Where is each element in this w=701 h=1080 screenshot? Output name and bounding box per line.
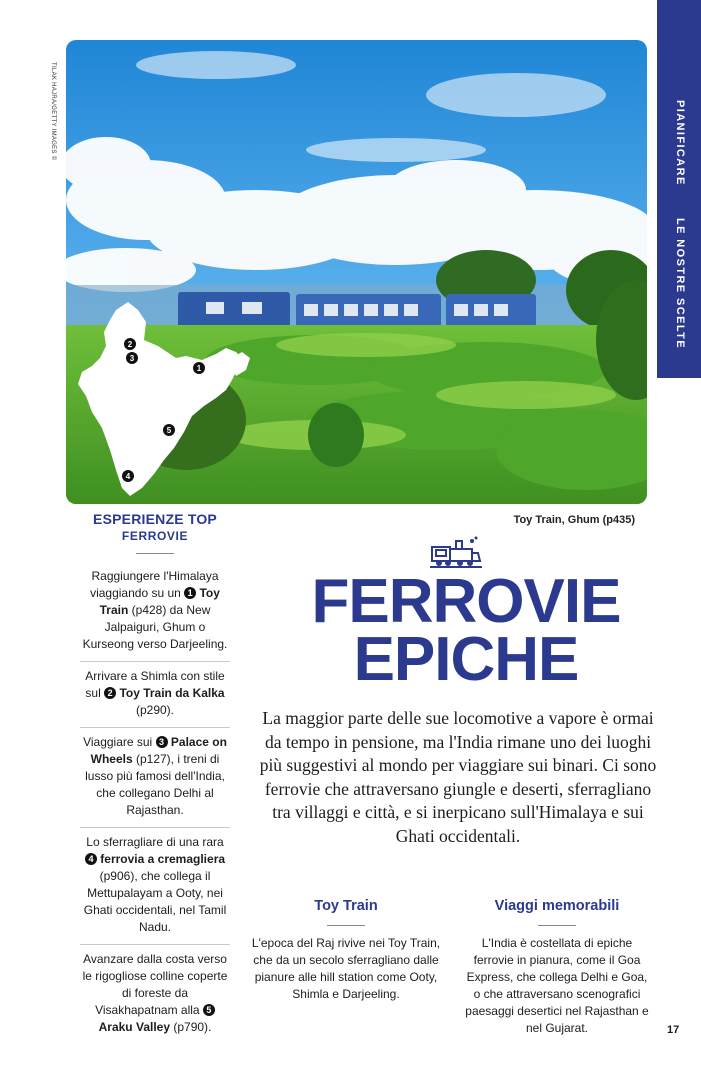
page-number: 17 — [667, 1024, 680, 1036]
map-marker-label: 5 — [166, 426, 172, 435]
feature-text: L'India è costellata di epiche ferrovie in pianura, come il Goa Express, che collega Delhi e Goa, o che attraversano scenografici paesaggi desertici nel Rajasthan e nel Gujarat. — [465, 936, 649, 1035]
page-title: FERROVIE EPICHE — [311, 567, 621, 694]
divider — [136, 553, 174, 554]
list-item: Lo sferragliare di una rara 4 ferrovia a cremagliera (p906), che collega il Mettupalayam a Ooty, nei Ghati occidentali, nel Tamil Nadu. — [80, 828, 230, 945]
list-item: Raggiungere l'Himalaya viaggiando su un 1 Toy Train (p428) da New Jalpaiguri, Ghum o Kurseong verso Darjeeling. — [80, 562, 230, 662]
feature-box — [462, 898, 652, 1037]
intro-paragraph: La maggior parte delle sue locomotive a vapore è ormai da tempo in pensione, ma l'India rimane uno dei luoghi più suggestivi al mondo per viaggiare sui binari. Ci sono ferrovie che attraversano giungle e deserti, sferragliano tra villaggi e città, e si inerpicano sull'Himalaya e sui Ghati occidentali. — [259, 708, 657, 846]
photo-credit: TILAK HAJRA/GETTY IMAGES © — [50, 62, 56, 161]
feature-text: L'epoca del Raj rivive nei Toy Train, che da un secolo sferragliano dalle pianure alle hill station come Ooty, Shimla e Darjeeling. — [251, 936, 441, 1001]
map-marker-label: 3 — [129, 354, 135, 363]
top-experiences-sidebar — [80, 511, 230, 1044]
sidebar-subheading: FERROVIE — [121, 529, 189, 543]
list-item: Viaggiare sui 3 Palace on Wheels (p127), i treni di lusso più famosi dell'India, che collegano Delhi al Rajasthan. — [80, 728, 230, 828]
feature-title: Toy Train — [314, 898, 378, 914]
list-item: Avanzare dalla costa verso le rigogliose colline coperte di foreste da Visakhapatnam alla 5 Araku Valley (p790). — [82, 952, 228, 1034]
sidebar-heading: ESPERIENZE TOP — [93, 511, 217, 527]
section-tab-label: PIANIFICARE — [674, 100, 686, 186]
map-marker-label: 2 — [127, 340, 133, 349]
hero-photo — [66, 40, 647, 504]
divider — [327, 925, 365, 926]
train-icon — [430, 535, 482, 569]
photo-caption: Toy Train, Ghum (p435) — [513, 514, 635, 526]
map-marker-label: 4 — [125, 472, 131, 481]
feature-title: Viaggi memorabili — [494, 898, 620, 914]
subsection-tab-label: LE NOSTRE SCELTE — [674, 218, 686, 349]
map-marker-label: 1 — [196, 364, 202, 373]
feature-box — [251, 898, 441, 1003]
divider — [538, 925, 576, 926]
list-item: Arrivare a Shimla con stile sul 2 Toy Train da Kalka (p290). — [80, 662, 230, 728]
